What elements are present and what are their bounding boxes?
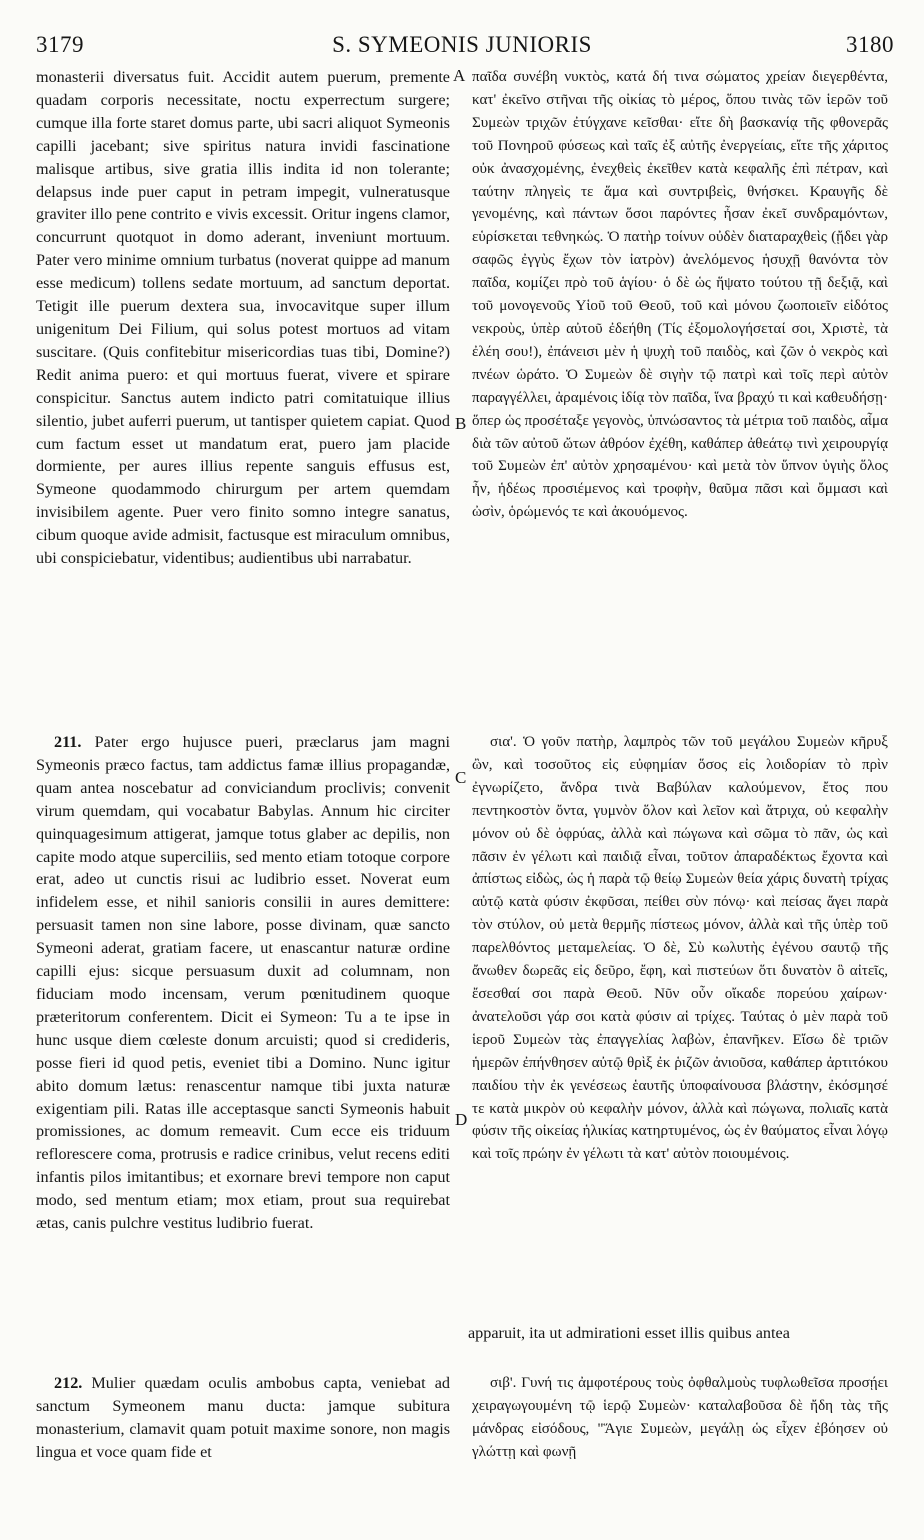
greek-paragraph-continuation: παῖδα συνέβη νυκτὸς, κατά δή τινα σώματος χρείαν διεγερθέντα, κατ' ἐκεῖνο στῆναι τῆς οἰκίας τὸ μέρος, ὅπου τινὰς τῶν ἱερῶν τοῦ Συμεὼν τριχῶν ἐτύγχανε κεῖσθαι· εἴτε δὴ βασκανίᾳ τῆς φθονερᾶς τοῦ Πονηροῦ φύσεως καὶ ταῖς ἐξ αὐτῆς ἐνεργείαις, εἴτε τῆς χάριτος οὐκ ἀνασχομένης, ἐνεχθεὶς ἐκεῖθεν κατὰ κεφαλῆς ἐπὶ πέτραν, καὶ ταύτην πληγεὶς τε ἅμα καὶ συντριβεὶς, θνήσκει. Κραυγῆς δὲ γενομένης, καὶ πάντων ὅσοι παρόντες ἦσαν ἐκεῖ συνδραμόντων, εὑρίσκεται τεθνηκώς. Ὁ πατὴρ τοίνυν οὐδὲν διαταραχθεὶς (ᾔδει γὰρ σαφῶς ἐγγὺς ἔχων τὸν ἰατρὸν) ἀνελόμενος ἡσυχῇ θανόντα τὸν παῖδα, κομίζει πρὸ τοῦ ἁγίου· ὁ δὲ ὡς ἥψατο τούτου τῇ δεξιᾷ, καὶ τοῦ μονογενοῦς Υἱοῦ τοῦ Θεοῦ, τοῦ καὶ μόνου ζωοποιεῖν εἰδότος νεκροὺς, ὑπὲρ αὐτοῦ ἐδεήθη (Τίς ἐξομολογήσεταί σοι, Χριστὲ, τὰ ἐλέη σου!), ἐπάνεισι μὲν ἡ ψυχὴ τοῦ παιδὸς, καὶ ζῶν ὁ νεκρὸς καὶ πνέων ὡράτο. Ὁ Συμεὼν δὲ σιγὴν τῷ πατρὶ καὶ τοῖς περὶ αὐτὸν παραγγέλλει, ἀραμένοις ἰδίᾳ τὸν παῖδα, ἵνα βραχύ τι καὶ καθευδήσῃ· ὅπερ ὡς προσέταξε γεγονὸς, ὑπνώσαντος τὰ μέτρια τοῦ παιδὸς, αἷμα διὰ τῶν αὐτοῦ ὤτων ἀθρόον ἐχέθη, καθάπερ ἀθεάτῳ τινὶ χειρουργίᾳ τοῦ Συμεὼν ἐπ' αὐτὸν χρησαμένου· καὶ μετὰ τὸν ὕπνον ὑγιὴς ὅλος ἦν, ἡδέως προσιέμενος καὶ τροφὴν, θαῦμα πᾶσι καὶ ὄμμασι καὶ ὠσὶν, ὁρώμενός τε καὶ ἀκουόμενος. — [472, 69, 888, 521]
greek-paragraph-alpha: σια'. Ὁ γοῦν πατὴρ, λαμπρὸς τῶν τοῦ μεγάλου Συμεὼν κῆρυξ ὢν, καὶ τοσοῦτος εἰς εὐφημίαν ὅσος εἰς λοιδορίαν τὸ πρὶν ἐγνωρίζετο, ἄνδρα τινὰ Βαβύλαν καλούμενον, ἔτος που πεντηκοστὸν ὄντα, γυμνὸν ὅλον καὶ λεῖον καὶ ἄτριχα, οὐ κεφαλὴν μόνον οὐ δὲ ὀφρύας, ἀλλὰ καὶ πώγωνα καὶ σῶμα τὸ πᾶν, ὡς καὶ πᾶσιν ἐν γέλωτι καὶ παιδιᾷ εἶναι, τοῦτον ἀπαραδέκτως ἔχοντα καὶ ἀπίστως εἰδὼς, ὡς ἡ παρὰ τῷ θείῳ Συμεὼν θεία χάρις δυνατὴ τρίχας αὐτῷ κατὰ φύσιν ἐκφῦσαι, πείθει σὺν πόνῳ· καὶ πείσας ἄγει παρὰ τὸν στύλον, οὐ μετὰ θερμῆς πίστεως μόνον, ἀλλὰ καὶ τῆς ὑπὲρ τοῦ παρελθόντος μεταμελείας. Ὁ δὲ, Σὺ κωλυτὴς ἐγένου σαυτῷ τῆς ἄνωθεν δωρεᾶς εἰς δεῦρο, ἔφη, καὶ πιστεύων ὅτι δυνατὸν ὃ αἰτεῖς, ἔσεσθαί σοι παρὰ Θεοῦ. Νῦν οὖν οἴκαδε πορεύου χαίρων· ἀνατελοῦσι γάρ σοι κατὰ φύσιν αἱ τρίχες. Ταύτας ὁ μὲν παρὰ τοῦ ἱεροῦ Συμεὼν τὰς ἐπαγγελίας λαβὼν, ἐπανῆκεν. Εἴσω δὲ τριῶν ἡμερῶν ἐπήνθησεν αὐτῷ θρὶξ ἐκ ῥιζῶν ἀνιοῦσα, καθάπερ ἀρτιτόκου παιδίου τὴν ἐκ γενέσεως ἑαυτῆς ὑποφαίνουσα βλάστην, ἐκόσμησέ τε κατὰ μικρὸν οὐ κεφαλὴν μόνον, ἀλλὰ καὶ πώγωνα, πολιαῖς κατὰ φύσιν τῆς οἰκείας ἡλικίας κατηρτυμένος, ὡς ἐν θαύματος εἶναι λόγῳ καὶ τοῖς πρώην ἐν γέλωτι τὰ κατ' αὐτὸν ποιουμένοις. — [472, 734, 888, 1163]
latin-run-in-greek-column — [468, 1322, 890, 1345]
latin-section-211 — [36, 731, 450, 1235]
running-title: S. SYMEONIS JUNIORIS — [332, 32, 592, 57]
latin-paragraph-212 — [36, 1372, 450, 1464]
latin-paragraph-211 — [36, 731, 450, 1235]
margin-marker-a: A — [453, 66, 466, 85]
margin-marker-d: D — [455, 1110, 468, 1129]
latin-paragraph-continuation: monasterii diversatus fuit. Accidit autem puerum, premente quadam corporis necessitate, noctu experrectum surgere; cumque illa forte staret domus parte, ubi sacri aliquot Symeonis capilli jacebant; sive spiritus natura invidi fascinatione malisque artibus, sive gratia illis indita id non tolerante; delapsus inde puer caput in petram impegit, vulneratusque graviter illo pene contrito e vivis excessit. Oritur ingens clamor, concurrunt quotquot in domo aderant, inveniunt mortuum. Pater vero minime omnium turbatus (noverat quippe ad manum esse medicum) tollens sedate mortuum, ad sanctum deportat. Tetigit ille puerum dextera sua, invocavitque super illum unigenitum Dei Filium, qui solus potest mortuos ad vitam suscitare. (Quis confitebitur misericordias tuas tibi, Domine?) Redit anima puero: et qui mortuus fuerat, vivere et spirare conspicitur. Sanctus autem indicto patri comitatuique illius silentio, jubet auferri puerum, ut tantisper quietem capiat. Quod cum factum esset ut mandatum erat, puero jam placide dormiente, per aures illius repente sanguis effusus est, Symeone quodammodo chirurgum per artem quemdam invisibilem agente. Puer vero finito somno integre sanatus, cibum quoque avide admisit, factusque est miraculum omnibus, ubi conspiciebatur, videntibus; audientibus ubi narrabatur. — [36, 68, 450, 568]
greek-section-beta — [472, 1372, 888, 1464]
latin-text-block-1 — [36, 66, 450, 570]
latin-run-line: apparuit, ita ut admirationi esset illis quibus antea — [468, 1324, 790, 1342]
greek-paragraph-beta: σιβ'. Γυνή τις ἀμφοτέρους τοὺς ὀφθαλμοὺς τυφλωθεῖσα προσῄει χειραγωγουμένη τῷ ἱερῷ Συμεὼν· καταλαβοῦσα δὲ ἤδη τὰς τῆς μάνδρας εἰσόδους, "Ἅγιε Συμεὼν, μεγάλῃ ὡς εἶχεν ἐβόησεν οὐ γλώττῃ καὶ φωνῇ — [472, 1375, 888, 1460]
section-number-212: 212. — [54, 1374, 83, 1392]
margin-marker-b: B — [455, 414, 467, 433]
margin-marker-c: C — [455, 768, 467, 787]
page-number-left: 3179 — [36, 32, 84, 57]
greek-text-block-1 — [472, 66, 888, 524]
latin-text-211: Pater ergo hujusce pueri, præclarus jam magni Symeonis præco factus, tam addictus famæ illius propagandæ, quam antea noscebatur ad conviciandum proclivis; convenit virum quemdam, qui vocabatur Babylas. Annum hic circiter quinquagesimum attigerat, jamque totus glaber ac depilis, non capite modo atque superciliis, sed mento etiam totoque corpore erat, adeo ut cunctis risui ac ludibrio esset. Noverat eum infidelem esse, et nihil sanioris consilii in aures demittere: persuasit tamen non sine labore, posse divinam, quæ sancto Symeoni aderat, gratiam facere, ut enascantur naturæ ordine capilli ejus: sicque persuasum duxit ad columnam, non fiduciam modo incensam, verum pœnitudinem quoque præteritorum conferentem. Dicit ei Symeon: Tu a te ipse in hunc usque diem cœleste donum arcuisti; quod si credideris, posse fieri id quod petis, eveniet tibi a Domino. Nunc igitur abito domum lætus: renascentur namque tibi juxta naturæ exigentiam pili. Ratas ille acceptasque sancti Symeonis habuit promissiones, ac domum remeavit. Cum ecce eis triduum reflorescere coma, protrusis e radice crinibus, velut recens editi infantis pilos imitantibus; et exornare brevi tempore non caput modo, sed mentum etiam; mox etiam, prout sua requirebat ætas, canis pulchre vestitus ludibrio fuerat. — [36, 733, 450, 1233]
greek-section-alpha — [472, 731, 888, 1166]
page-header — [0, 32, 924, 64]
latin-text-212: Mulier quædam oculis ambobus capta, veniebat ad sanctum Symeonem manu ducta: jamque subitura monasterium, clamavit quam potuit maxime sonore, non magis lingua et voce quam fide et — [36, 1374, 450, 1461]
page-number-right: 3180 — [846, 32, 894, 57]
latin-section-212 — [36, 1372, 450, 1464]
section-number-211: 211. — [54, 733, 82, 751]
